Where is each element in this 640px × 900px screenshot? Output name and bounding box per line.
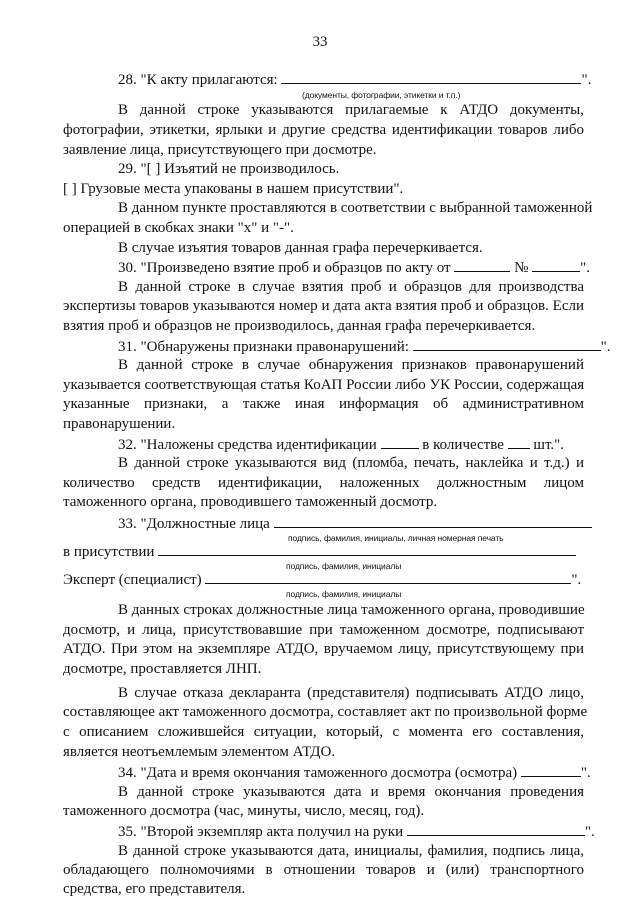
field-31-blank[interactable] [413, 336, 601, 351]
field-33b-presence-blank[interactable] [158, 541, 576, 556]
field-33b-label: в присутствии [63, 544, 155, 560]
field-35-line [118, 821, 595, 841]
field-33c-end: ". [571, 572, 582, 588]
text-line: В данной строке в случае взятия проб и образцов для производства [118, 279, 584, 295]
text-line: операцией в скобках знаки "х" и "-". [63, 220, 294, 236]
text-line: досмотр, и лица, присутствовавшие при таможенном досмотре, подписывают [63, 622, 584, 638]
field-34-blank[interactable] [521, 762, 581, 777]
text-line: таможенного досмотра (час, минуты, число, месяц, год). [63, 803, 425, 819]
field-30-number-sign: № [514, 260, 529, 276]
field-28-end: ". [581, 72, 592, 88]
field-28-blank[interactable] [281, 69, 581, 84]
field-35-label: 35. "Второй экземпляр акта получил на руки [118, 824, 404, 840]
text-line: В данной строке указываются дата и время окончания проведения [118, 784, 584, 800]
text-line: заявление лица, присутствующего при досмотре. [63, 142, 377, 158]
field-32-count-label: в количестве [422, 437, 504, 453]
field-30-end: ". [580, 260, 591, 276]
field-33c-label: Эксперт (специалист) [63, 572, 202, 588]
field-31-line [118, 336, 611, 356]
text-line: [ ] Грузовые места упакованы в нашем присутствии". [63, 181, 404, 197]
text-line: является неотъемлемым элементом АТДО. [63, 744, 336, 760]
text-line: средства, его представителя. [63, 881, 246, 897]
field-33c-line [63, 569, 581, 589]
field-30-number-blank[interactable] [532, 257, 580, 272]
text-line: В данной строке указываются дата, инициалы, фамилия, подпись лица, [118, 843, 584, 859]
page-number: 33 [312, 34, 328, 50]
field-35-end: ". [584, 824, 595, 840]
text-line: количество средств идентификации, наложенных должностным лицом [63, 475, 584, 491]
field-28-label: 28. "К акту прилагаются: [118, 72, 278, 88]
field-31-label: 31. "Обнаружены признаки правонарушений: [118, 339, 409, 355]
field-33b-caption: подпись, фамилия, инициалы [286, 561, 402, 571]
text-line: правонарушении. [63, 416, 176, 432]
field-30-date-blank[interactable] [454, 257, 510, 272]
field-33-label: 33. "Должностные лица [118, 516, 270, 532]
text-line: досмотре, проставляется ЛНП. [63, 661, 262, 677]
text-line: с описанием сложившейся ситуации, который, с момента его составления, [63, 724, 584, 740]
text-line: В данной строке указываются прилагаемые к АТДО документы, [118, 102, 584, 118]
text-line: взятия проб и образцов не производилось, данная графа перечеркивается. [63, 318, 536, 334]
text-line: составляющее акт таможенного досмотра, составляет акт по произвольной форме [63, 704, 588, 720]
text-line: В данных строках должностные лица таможенного органа, проводившие [118, 602, 585, 618]
field-33-officials-blank[interactable] [274, 513, 592, 528]
field-32-count-blank[interactable] [508, 434, 530, 449]
text-line: обладающего полномочиями в отношении товаров и (или) транспортного [63, 862, 584, 878]
field-33c-expert-blank[interactable] [205, 569, 571, 584]
text-line: 29. "[ ] Изъятий не производилось. [118, 161, 340, 177]
field-33-line [118, 513, 592, 533]
field-33-caption: подпись, фамилия, инициалы, личная номерная печать [288, 533, 504, 543]
text-line: В данной строке в случае обнаружения признаков правонарушений [118, 357, 584, 373]
field-34-line [118, 762, 591, 782]
field-32-line [118, 434, 564, 454]
text-line: В данной строке указываются вид (пломба, печать, наклейка и т.д.) и [118, 455, 584, 471]
field-31-end: ". [600, 339, 611, 355]
field-28-line [118, 69, 591, 89]
field-28-caption: (документы, фотографии, этикетки и т.п.) [302, 90, 461, 100]
field-30-line [118, 257, 590, 277]
field-32-end: шт.". [533, 437, 564, 453]
text-line: В данном пункте проставляются в соответствии с выбранной таможенной [118, 200, 593, 216]
text-line: указанные признаки, а также иная информация об административном [63, 396, 584, 412]
field-34-label: 34. "Дата и время окончания таможенного досмотра (осмотра) [118, 765, 518, 781]
text-line: фотографии, этикетки, ярлыки и другие средства идентификации товаров либо [63, 122, 584, 138]
text-line: В случае отказа декларанта (представителя) подписывать АТДО лицо, [118, 685, 584, 701]
field-33c-caption: подпись, фамилия, инициалы [286, 589, 402, 599]
field-33b-line [63, 541, 576, 561]
field-35-blank[interactable] [407, 821, 585, 836]
text-line: таможенного органа, проводившего таможенный досмотр. [63, 494, 438, 510]
text-line: экспертизы товаров указываются номер и дата акта взятия проб и образцов. Если [63, 298, 584, 314]
field-32-type-blank[interactable] [381, 434, 419, 449]
field-34-end: ". [580, 765, 591, 781]
text-line: В случае изъятия товаров данная графа перечеркивается. [118, 240, 483, 256]
field-30-label: 30. "Произведено взятие проб и образцов по акту от [118, 260, 451, 276]
text-line: указывается соответствующая статья КоАП России либо УК России, содержащая [63, 377, 585, 393]
field-32-label: 32. "Наложены средства идентификации [118, 437, 377, 453]
text-line: АТДО. При этом на экземпляре АТДО, вручаемом лицу, присутствующему при [63, 641, 584, 657]
